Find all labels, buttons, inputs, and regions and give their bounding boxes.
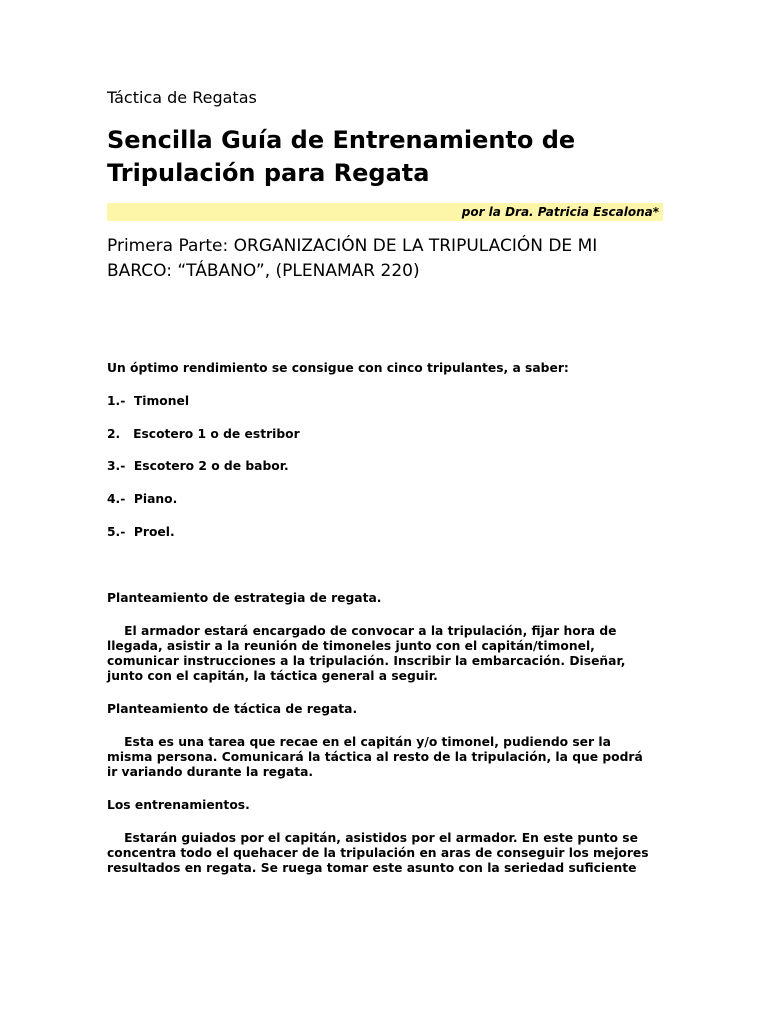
- title-line-1: Sencilla Guía de Entrenamiento de: [107, 126, 576, 154]
- paragraph-line: llegada, asistir a la reunión de timoneles junto con el capitán/timonel,: [107, 639, 595, 653]
- paragraph-line: El armador estará encargado de convocar a la tripulación, fijar hora de: [107, 624, 617, 638]
- intro-text: Un óptimo rendimiento se consigue con cinco tripulantes, a saber:: [107, 361, 569, 375]
- document-subtitle: [107, 234, 667, 284]
- crew-list-item: 4.- Piano.: [107, 492, 178, 506]
- paragraph-line: Esta es una tarea que recae en el capitán y/o timonel, pudiendo ser la: [107, 735, 611, 749]
- subtitle-line-1: Primera Parte: ORGANIZACIÓN DE LA TRIPULACIÓN DE MI: [107, 236, 598, 256]
- paragraph-line: junto con el capitán, la táctica general a seguir.: [107, 669, 438, 683]
- section-paragraph: [107, 735, 667, 780]
- crew-list-item: 1.- Timonel: [107, 394, 190, 408]
- title-line-2: Tripulación para Regata: [107, 159, 430, 187]
- document-title: [107, 124, 667, 190]
- paragraph-line: resultados en regata. Se ruega tomar este asunto con la seriedad suficiente: [107, 861, 637, 875]
- section-heading: Planteamiento de táctica de regata.: [107, 702, 358, 716]
- subtitle-line-2: BARCO: “TÁBANO”, (PLENAMAR 220): [107, 261, 420, 281]
- section-heading: Los entrenamientos.: [107, 798, 250, 812]
- paragraph-line: comunicar instrucciones a la tripulación. Inscribir la embarcación. Diseñar,: [107, 654, 626, 668]
- paragraph-line: concentra todo el quehacer de la tripulación en aras de conseguir los mejores: [107, 846, 649, 860]
- section-paragraph: [107, 624, 667, 684]
- paragraph-line: ir variando durante la regata.: [107, 765, 314, 779]
- crew-list-item: 5.- Proel.: [107, 525, 175, 539]
- crew-list-item: 3.- Escotero 2 o de babor.: [107, 459, 289, 473]
- paragraph-line: Estarán guiados por el capitán, asistidos por el armador. En este punto se: [107, 831, 638, 845]
- byline: por la Dra. Patricia Escalona*: [107, 203, 663, 221]
- crew-list-item: 2. Escotero 1 o de estribor: [107, 427, 300, 441]
- section-paragraph: [107, 831, 667, 876]
- section-label: Táctica de Regatas: [107, 88, 257, 107]
- section-heading: Planteamiento de estrategia de regata.: [107, 591, 382, 605]
- paragraph-line: misma persona. Comunicará la táctica al resto de la tripulación, la que podrá: [107, 750, 643, 764]
